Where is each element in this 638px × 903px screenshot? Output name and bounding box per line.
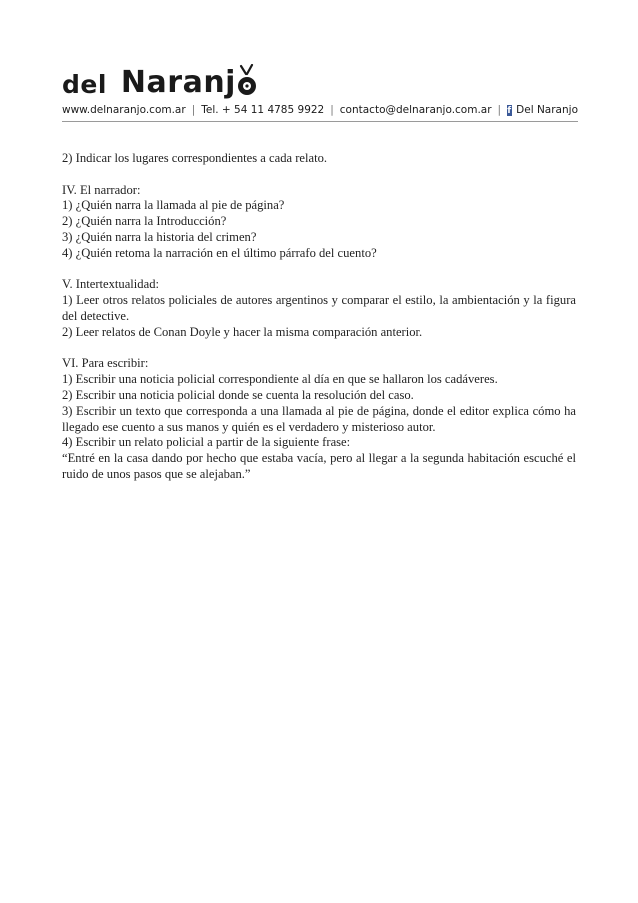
brand-logo <box>62 58 578 98</box>
document-body <box>62 151 576 483</box>
quote: “Entré en la casa dando por hecho que estaba vacía, pero al llegar a la segunda habitación escuché el ruido de unos pasos que se alejaban.” <box>62 451 576 481</box>
section-title: V. Intertextualidad: <box>62 277 159 292</box>
list-item: 2) ¿Quién narra la Introducción? <box>62 214 227 229</box>
list-item: 4) ¿Quién retoma la narración en el último párrafo del cuento? <box>62 245 377 260</box>
separator: | <box>191 104 196 116</box>
list-item: 3) Escribir un texto que corresponda a una llamada al pie de página, donde el editor explica cómo ha llegado ese cuento a sus manos y quién es el verdadero y misterioso autor. <box>62 403 576 434</box>
website-link[interactable]: www.delnaranjo.com.ar <box>62 104 186 116</box>
header-divider <box>62 121 578 122</box>
logo-del-text: del <box>62 70 107 99</box>
list-item: 4) Escribir un relato policial a partir de la siguiente frase: <box>62 435 351 450</box>
orange-fruit-icon <box>237 64 257 98</box>
list-item: 1) ¿Quién narra la llamada al pie de página? <box>62 198 285 213</box>
list-item: 1) Leer otros relatos policiales de autores argentinos y comparar el estilo, la ambientación y la figura del detective. <box>62 293 576 323</box>
separator: | <box>330 104 334 116</box>
phone-number: Tel. + 54 11 4785 9922 <box>201 104 325 116</box>
facebook-icon[interactable]: f <box>507 105 512 116</box>
paragraph: 2) Indicar los lugares correspondientes a cada relato. <box>62 151 328 165</box>
page-header <box>62 58 578 122</box>
list-item: 2) Leer relatos de Conan Doyle y hacer la misma comparación anterior. <box>62 324 423 339</box>
facebook-link[interactable]: Del Naranjo <box>516 104 578 116</box>
list-item: 3) ¿Quién narra la historia del crimen? <box>62 229 257 244</box>
logo-naranj-text: Naranj <box>120 65 236 100</box>
list-item: 1) Escribir una noticia policial correspondiente al día en que se hallaron los cadáveres. <box>62 372 498 387</box>
section-title: VI. Para escribir: <box>62 356 149 371</box>
email-link[interactable]: contacto@delnaranjo.com.ar <box>339 104 492 116</box>
contact-line <box>62 104 578 116</box>
list-item: 2) Escribir una noticia policial donde se cuenta la resolución del caso. <box>62 387 414 402</box>
section-title: IV. El narrador: <box>62 182 141 197</box>
separator: | <box>497 104 502 116</box>
